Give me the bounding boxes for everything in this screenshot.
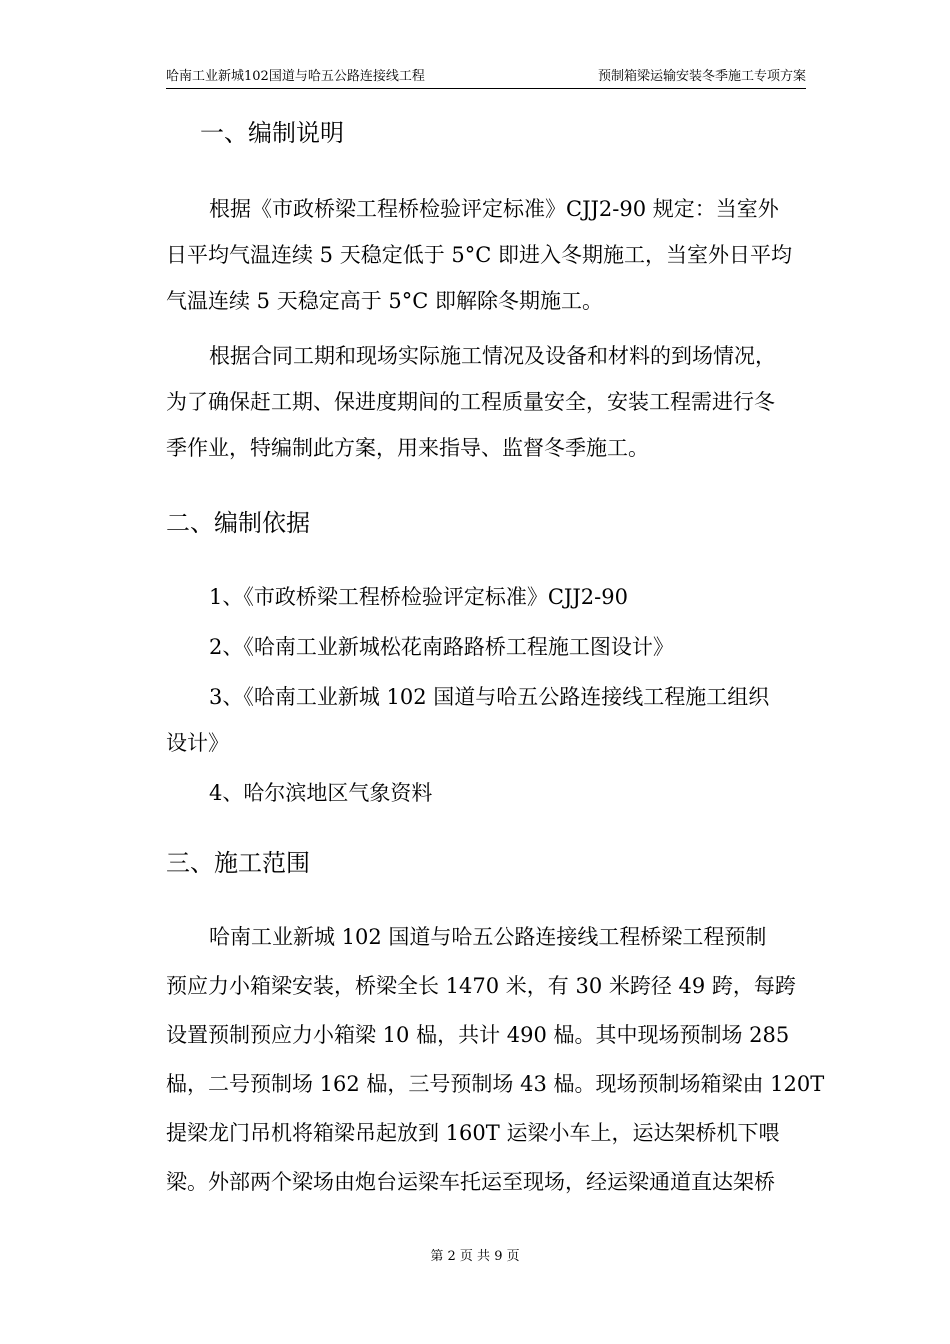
section-3-heading: 三、施工范围: [166, 849, 310, 877]
text-line: 设置预制预应力小箱梁 10 榀，共计 490 榀。其中现场预制场 285: [166, 1023, 790, 1047]
text-line: 为了确保赶工期、保进度期间的工程质量安全，安装工程需进行冬: [166, 390, 775, 414]
basis-item: 1、《市政桥梁工程桥检验评定标准》CJJ2-90: [209, 585, 628, 609]
basis-item: 4、哈尔滨地区气象资料: [209, 781, 433, 805]
text-line: 气温连续 5 天稳定高于 5°C 即解除冬期施工。: [166, 289, 603, 313]
basis-item: 3、《哈南工业新城 102 国道与哈五公路连接线工程施工组织: [209, 685, 770, 709]
section-1-paragraph-1: [166, 186, 810, 324]
text-line: 根据《市政桥梁工程桥检验评定标准》CJJ2-90 规定：当室外: [209, 197, 779, 221]
section-3-paragraph: [166, 914, 825, 1205]
basis-item: 2、《哈南工业新城松花南路路桥工程施工图设计》: [209, 635, 674, 659]
text-line: 日平均气温连续 5 天稳定低于 5°C 即进入冬期施工，当室外日平均: [166, 243, 792, 267]
basis-list: [166, 574, 810, 816]
section-1-heading: 一、编制说明: [200, 119, 344, 147]
basis-item-continuation: 设计》: [166, 731, 229, 755]
header-project-title: 哈南工业新城102国道与哈五公路连接线工程: [166, 69, 425, 84]
section-1-paragraph-2: [166, 333, 810, 471]
section-2-heading: 二、编制依据: [166, 509, 310, 537]
text-line: 提梁龙门吊机将箱梁吊起放到 160T 运梁小车上，运达架桥机下喂: [166, 1121, 780, 1145]
text-line: 梁。外部两个梁场由炮台运梁车托运至现场，经运梁通道直达架桥: [166, 1170, 775, 1194]
page-number: 第 2 页 共 9 页: [430, 1249, 520, 1264]
text-line: 预应力小箱梁安装，桥梁全长 1470 米，有 30 米跨径 49 跨，每跨: [166, 974, 796, 998]
header-document-title: 预制箱梁运输安装冬季施工专项方案: [597, 69, 806, 84]
text-line: 季作业，特编制此方案，用来指导、监督冬季施工。: [166, 436, 649, 460]
page-header: [166, 68, 806, 89]
text-line: 哈南工业新城 102 国道与哈五公路连接线工程桥梁工程预制: [209, 925, 767, 949]
text-line: 榀，二号预制场 162 榀，三号预制场 43 榀。现场预制场箱梁由 120T: [166, 1072, 825, 1096]
text-line: 根据合同工期和现场实际施工情况及设备和材料的到场情况，: [209, 344, 776, 368]
